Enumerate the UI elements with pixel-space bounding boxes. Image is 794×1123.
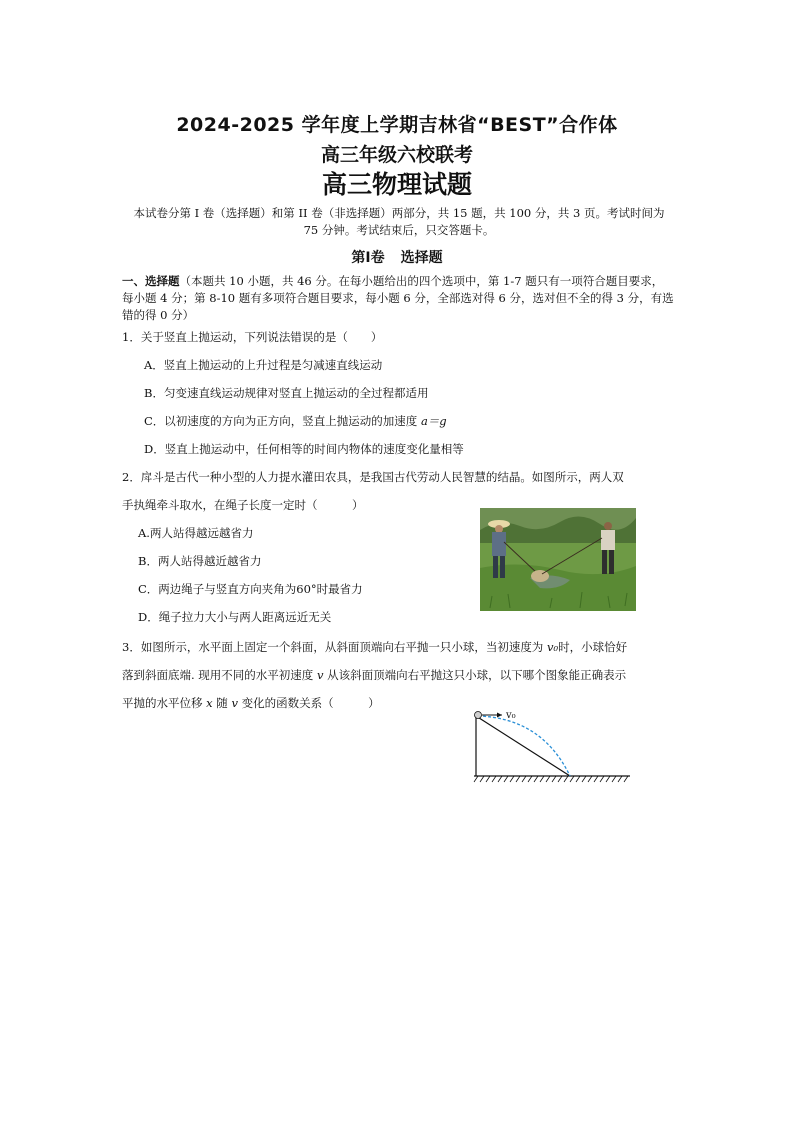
instructions <box>122 273 674 324</box>
incline-slope <box>476 716 570 776</box>
exam-title-line1: 2024-2025 学年度上学期吉林省“BEST”合作体 <box>176 114 618 136</box>
q1-option-a: A．竖直上抛运动的上升过程是匀减速直线运动 <box>144 358 383 372</box>
q2-stem-line2: 手执绳牵斗取水，在绳子长度一定时（ ） <box>122 498 364 512</box>
section-heading <box>0 247 794 267</box>
q3-var-v0: v₀ <box>546 640 559 654</box>
q3-stem-line1: 3．如图所示，水平面上固定一个斜面，从斜面顶端向右平抛一只小球，当初速度为 v₀时，小球恰好 <box>122 640 628 654</box>
q2-option-b: B．两人站得越近越省力 <box>138 554 262 568</box>
q1-option-d: D．竖直上抛运动中，任何相等的时间内物体的速度变化量相等 <box>144 442 464 456</box>
q1-option-b: B．匀变速直线运动规律对竖直上抛运动的全过程都适用 <box>144 386 429 400</box>
q2-stem-line1: 2．戽斗是古代一种小型的人力提水灌田农具，是我国古代劳动人民智慧的结晶。如图所示，两人双 <box>122 470 624 484</box>
bucket-irrigation-photo <box>480 508 636 611</box>
section-part: 第Ⅰ卷 <box>351 250 385 266</box>
bucket-irrigation-illustration <box>480 508 636 611</box>
exam-title-line2: 高三年级六校联考 <box>320 144 473 166</box>
q2-option-a: A.两人站得越远越省力 <box>138 526 254 540</box>
q3-stem <box>122 633 674 717</box>
q2-option-c: C．两边绳子与竖直方向夹角为60°时最省力 <box>138 582 363 596</box>
q3-var-x: x <box>206 696 213 710</box>
exam-intro: 本试卷分第 I 卷（选择题）和第 II 卷（非选择题）两部分，共 15 题，共 100 分，共 3 页。考试时间为 75 分钟。考试结束后，只交答题卡。 <box>133 206 665 237</box>
section-name: 选择题 <box>400 250 443 266</box>
velocity-arrowhead-icon <box>497 713 502 718</box>
q1-option-c <box>144 413 447 430</box>
velocity-label: v₀ <box>506 710 516 721</box>
q2-option-d: D．绳子拉力大小与两人距离远近无关 <box>138 610 332 624</box>
incline-projectile-diagram <box>470 706 638 790</box>
q3-var-v: v <box>316 668 324 682</box>
instructions-label: 一、选择题 <box>122 274 180 288</box>
instructions-text: （本题共 10 小题，共 46 分。在每小题给出的四个选项中，第 1-7 题只有一项符合题目要求，每小题 4 分；第 8-10 题有多项符合题目要求，每小题 6 分，全部选对得 6 分，选对但不全的得 3 分，有选错的得 0 分） <box>122 274 674 322</box>
incline-diagram-svg <box>470 706 638 790</box>
q1-option-c-formula: a＝g <box>420 414 447 428</box>
exam-title-main: 高三物理试题 <box>321 170 472 199</box>
q3-stem-line2: 落到斜面底端. 现用不同的水平初速度 v 从该斜面顶端向右平抛这只小球，以下哪个图象能正确表示 <box>122 668 627 682</box>
q1-option-c-text: C．以初速度的方向为正方向，竖直上抛运动的加速度 <box>144 414 418 428</box>
ground-hatching <box>474 776 628 782</box>
q1-stem: 1．关于竖直上抛运动，下列说法错误的是（ ） <box>122 330 383 344</box>
ball-icon <box>475 712 482 719</box>
q3-var-v-2: v <box>231 696 238 710</box>
q3-stem-line3: 平抛的水平位移 x 随 v 变化的函数关系（ ） <box>122 696 380 710</box>
